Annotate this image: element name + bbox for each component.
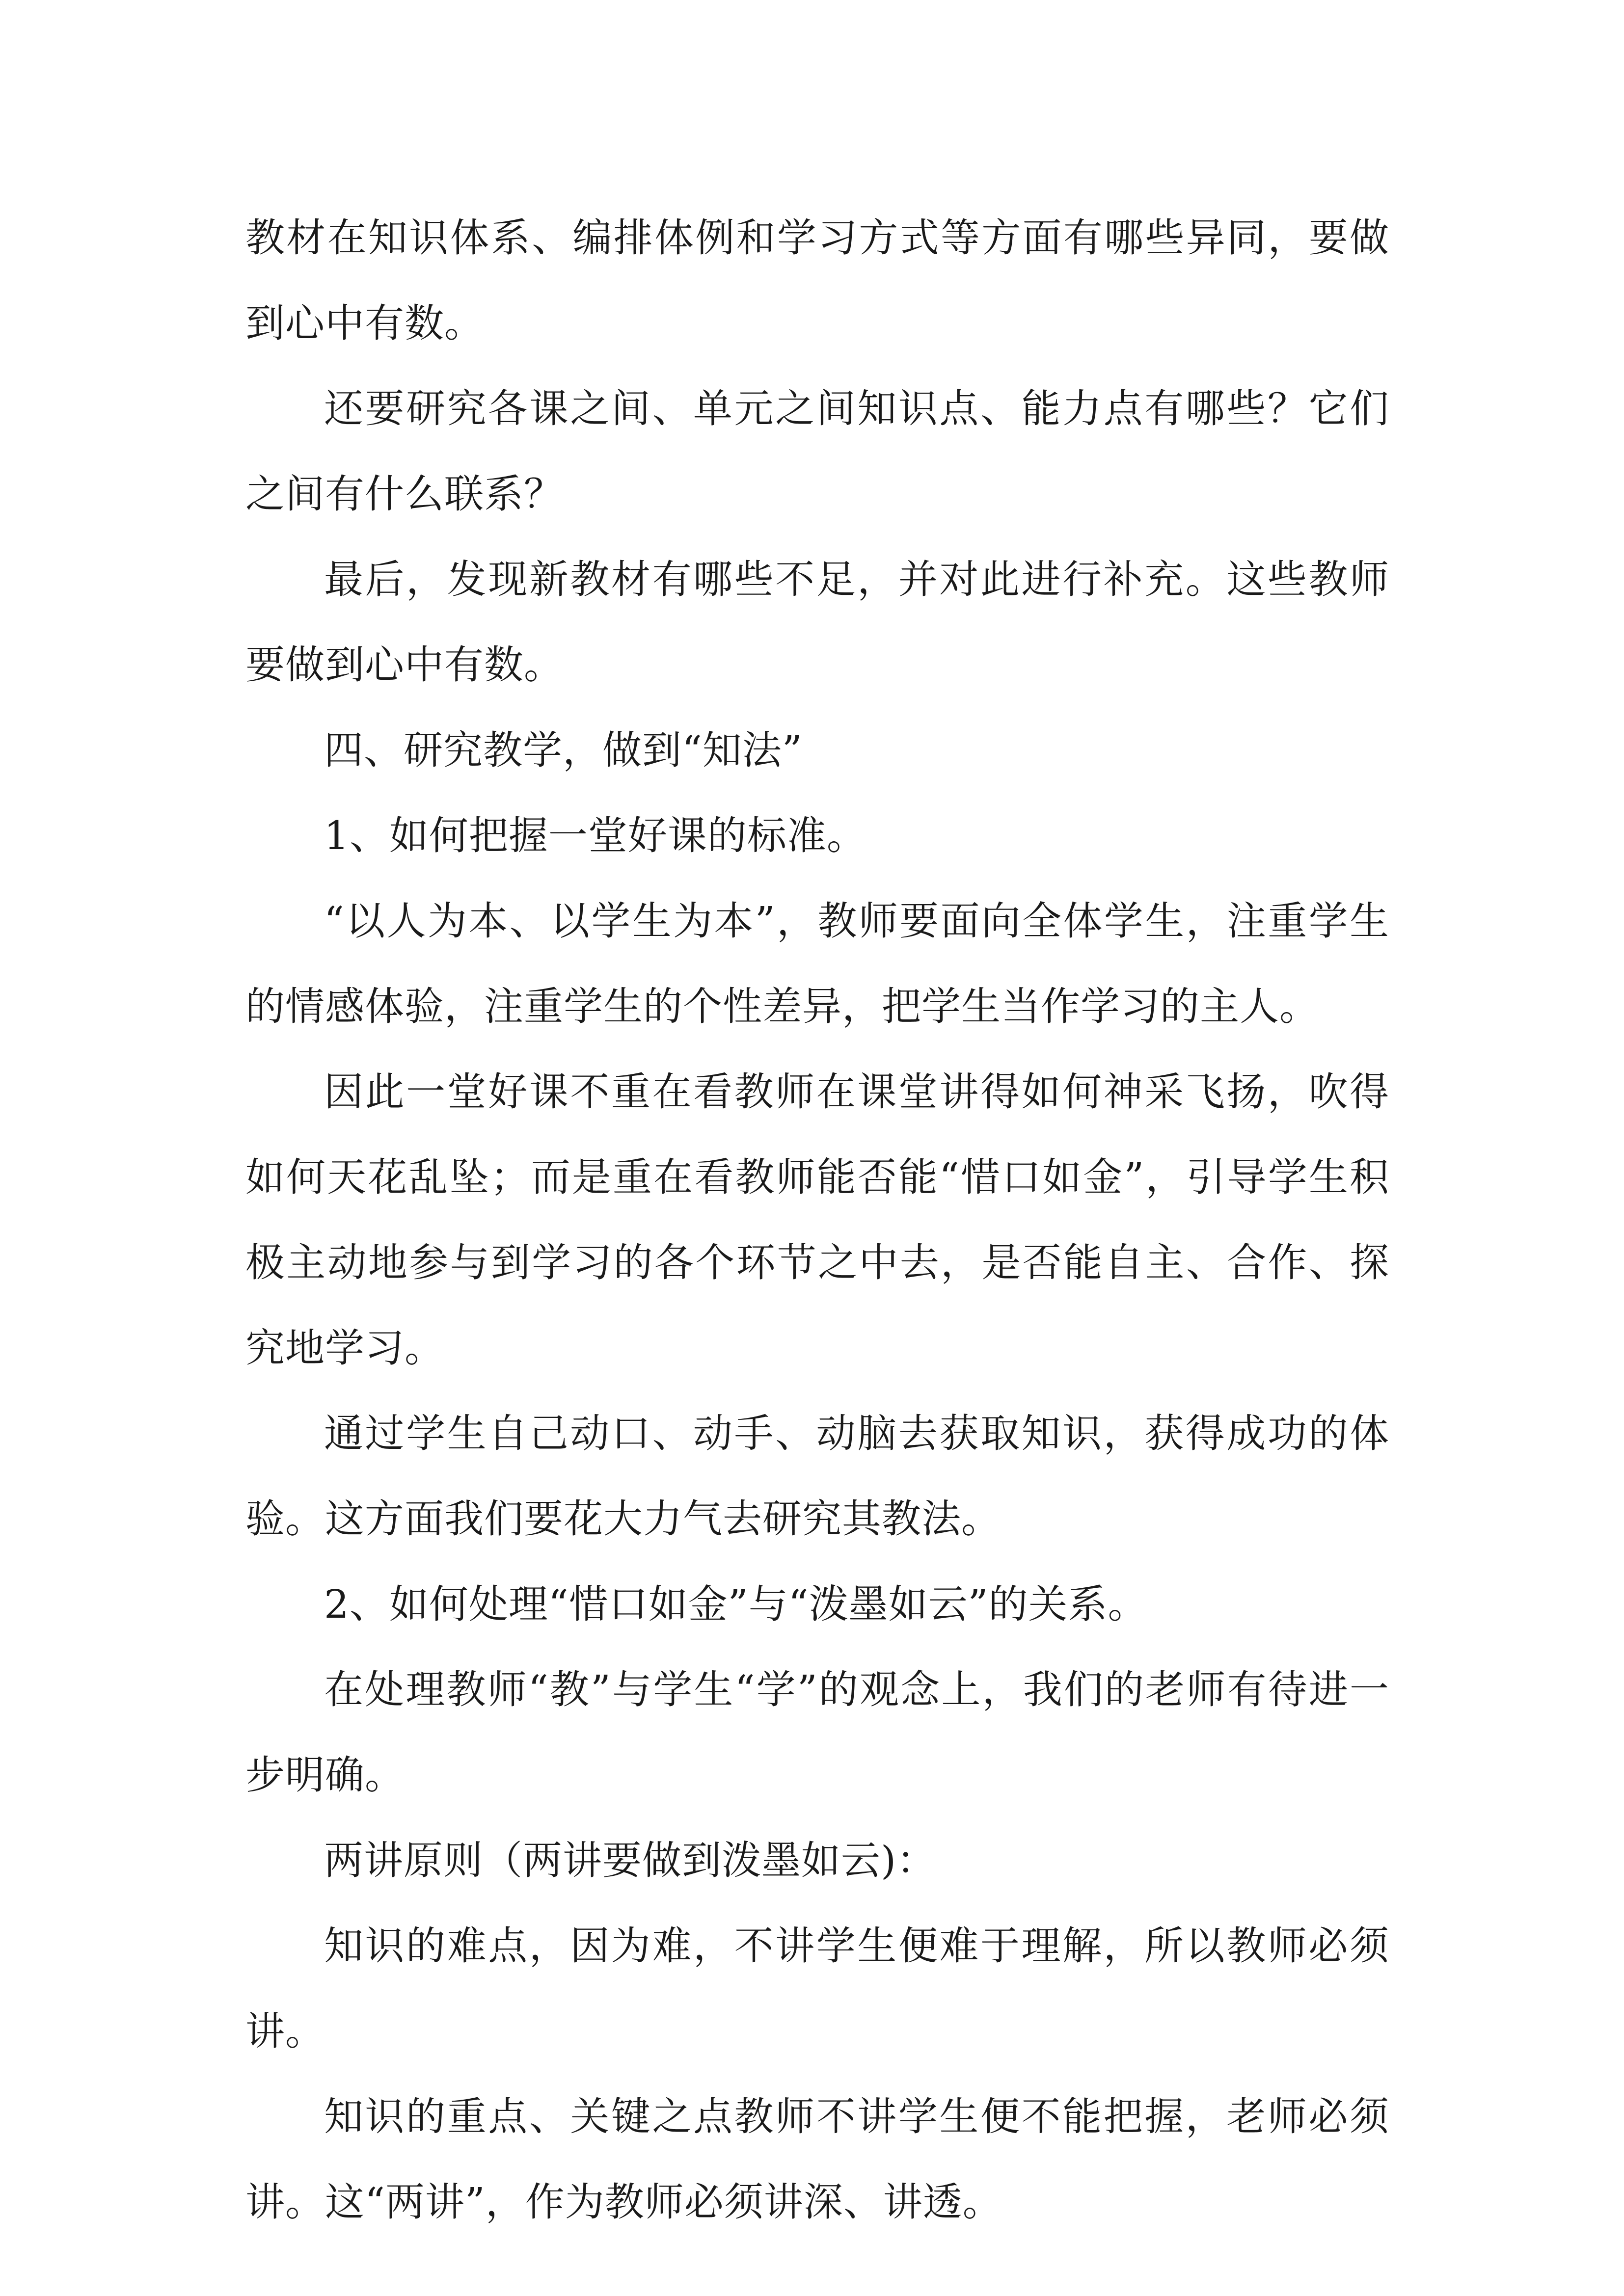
paragraph: 在处理教师“教”与学生“学”的观念上，我们的老师有待进一步明确。 bbox=[245, 1667, 1389, 1798]
paragraph: 通过学生自己动口、动手、动脑去获取知识，获得成功的体验。这方面我们要花大力气去研究其教法。 bbox=[245, 1411, 1389, 1542]
section-heading: 四、研究教学，做到“知法” bbox=[324, 727, 803, 773]
paragraph: 两讲原则（两讲要做到泼墨如云)： bbox=[324, 1838, 937, 1883]
paragraph: 知识的难点，因为难，不讲学生便难于理解，所以教师必须讲。 bbox=[245, 1923, 1389, 2054]
subsection-heading: 1、如何把握一堂好课的标准。 bbox=[324, 813, 866, 858]
paragraph-continuation: 教材在知识体系、编排体例和学习方式等方面有哪些异同，要做到心中有数。 bbox=[245, 215, 1389, 346]
subsection-heading: 2、如何处理“惜口如金”与“泼墨如云”的关系。 bbox=[324, 1581, 1148, 1627]
paragraph: 还要研究各课之间、单元之间知识点、能力点有哪些？它们之间有什么联系？ bbox=[245, 386, 1389, 517]
paragraph: 知识的重点、关键之点教师不讲学生便不能把握，老师必须讲。这“两讲”，作为教师必须讲深、讲透。 bbox=[245, 2094, 1389, 2225]
document-body bbox=[245, 195, 1389, 2245]
paragraph: 最后，发现新教材有哪些不足，并对此进行补充。这些教师要做到心中有数。 bbox=[245, 557, 1389, 688]
paragraph: 因此一堂好课不重在看教师在课堂讲得如何神采飞扬，吹得如何天花乱坠；而是重在看教师能否能“惜口如金”，引导学生积极主动地参与到学习的各个环节之中去，是否能自主、合作、探究地学习。 bbox=[245, 1069, 1389, 1371]
paragraph: “以人为本、以学生为本”，教师要面向全体学生，注重学生的情感体验，注重学生的个性差异，把学生当作学习的主人。 bbox=[245, 898, 1389, 1029]
